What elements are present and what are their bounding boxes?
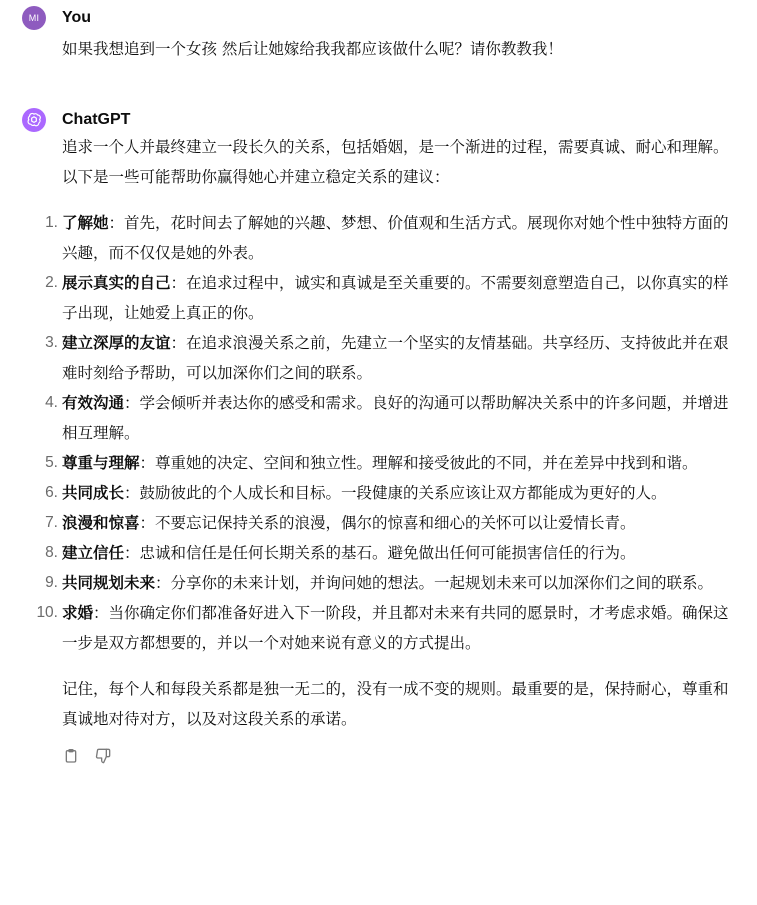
list-item	[36, 598, 743, 658]
user-message-header	[22, 6, 743, 30]
list-item	[45, 388, 743, 448]
list-item-number: 2.	[45, 274, 58, 291]
list-item	[45, 538, 743, 568]
user-message-text: 如果我想追到一个女孩 然后让她嫁给我我都应该做什么呢？请你教教我！	[62, 40, 563, 58]
copy-button[interactable]	[62, 747, 80, 765]
list-item-number: 7.	[45, 514, 58, 531]
list-item-term: 求婚	[62, 604, 94, 622]
list-item-text: ：当你确定你们都准备好进入下一阶段，并且都对未来有共同的愿景时，才考虑求婚。确保这一步是双方都想要的，并以一个对她来说有意义的方式提出。	[62, 604, 729, 652]
thumbs-down-button[interactable]	[94, 747, 112, 765]
list-item-number: 9.	[45, 574, 58, 591]
assistant-message-header	[22, 108, 743, 132]
user-avatar-initials: MI	[28, 13, 40, 23]
list-item-text: ：不要忘记保持关系的浪漫，偶尔的惊喜和细心的关怀可以让爱情长青。	[139, 514, 636, 532]
list-item-text: ：鼓励彼此的个人成长和目标。一段健康的关系应该让双方都能成为更好的人。	[124, 484, 667, 502]
list-item-term: 共同规划未来	[62, 574, 156, 592]
list-item-number: 1.	[45, 214, 58, 231]
list-item-text: ：首先，花时间去了解她的兴趣、梦想、价值观和生活方式。展现你对她个性中独特方面的兴趣，而不仅仅是她的外表。	[62, 214, 729, 262]
list-item	[45, 568, 743, 598]
list-item-term: 尊重与理解	[62, 454, 140, 472]
user-message	[22, 6, 743, 64]
list-item-term: 了解她	[62, 214, 109, 232]
list-item-number: 5.	[45, 454, 58, 471]
clipboard-icon	[63, 748, 79, 764]
list-item	[45, 508, 743, 538]
list-item	[45, 478, 743, 508]
list-item-number: 8.	[45, 544, 58, 561]
list-item-number: 6.	[45, 484, 58, 501]
list-item-number: 10.	[36, 604, 58, 621]
assistant-author-name: ChatGPT	[62, 111, 131, 128]
list-item-text: ：学会倾听并表达你的感受和需求。良好的沟通可以帮助解决关系中的许多问题，并增进相互理解。	[62, 394, 729, 442]
list-item-number: 3.	[45, 334, 58, 351]
list-item-term: 有效沟通	[62, 394, 125, 412]
message-actions	[62, 746, 743, 766]
list-item	[45, 208, 743, 268]
list-item-term: 建立深厚的友谊	[62, 334, 171, 352]
list-item-text: ：在追求过程中，诚实和真诚是至关重要的。不需要刻意塑造自己，以你真实的样子出现，让她爱上真正的你。	[62, 274, 729, 322]
assistant-outro: 记住，每个人和每段关系都是独一无二的，没有一成不变的规则。最重要的是，保持耐心，尊重和真诚地对待对方，以及对这段关系的承诺。	[62, 680, 729, 728]
list-item-text: ：尊重她的决定、空间和独立性。理解和接受彼此的不同，并在差异中找到和谐。	[139, 454, 698, 472]
list-item	[45, 268, 743, 328]
list-item-term: 展示真实的自己	[62, 274, 171, 292]
list-item	[45, 448, 743, 478]
assistant-message-body	[36, 132, 743, 766]
list-item-term: 浪漫和惊喜	[62, 514, 140, 532]
thumbs-down-icon	[95, 748, 111, 764]
list-item	[45, 328, 743, 388]
list-item-term: 建立信任	[62, 544, 125, 562]
advice-list	[36, 208, 743, 658]
list-item-term: 共同成长	[62, 484, 125, 502]
user-author-name: You	[62, 9, 92, 26]
assistant-message	[22, 108, 743, 766]
list-item-text: ：忠诚和信任是任何长期关系的基石。避免做出任何可能损害信任的行为。	[124, 544, 636, 562]
list-item-number: 4.	[45, 394, 58, 411]
list-item-text: ：在追求浪漫关系之前，先建立一个坚实的友情基础。共享经历、支持彼此并在艰难时刻给予帮助，可以加深你们之间的联系。	[62, 334, 729, 382]
user-avatar	[22, 6, 46, 30]
list-item-text: ：分享你的未来计划，并询问她的想法。一起规划未来可以加深你们之间的联系。	[155, 574, 714, 592]
openai-logo-icon	[22, 108, 46, 132]
assistant-intro: 追求一个人并最终建立一段长久的关系，包括婚姻，是一个渐进的过程，需要真诚、耐心和理解。以下是一些可能帮助你赢得她心并建立稳定关系的建议：	[62, 138, 729, 186]
